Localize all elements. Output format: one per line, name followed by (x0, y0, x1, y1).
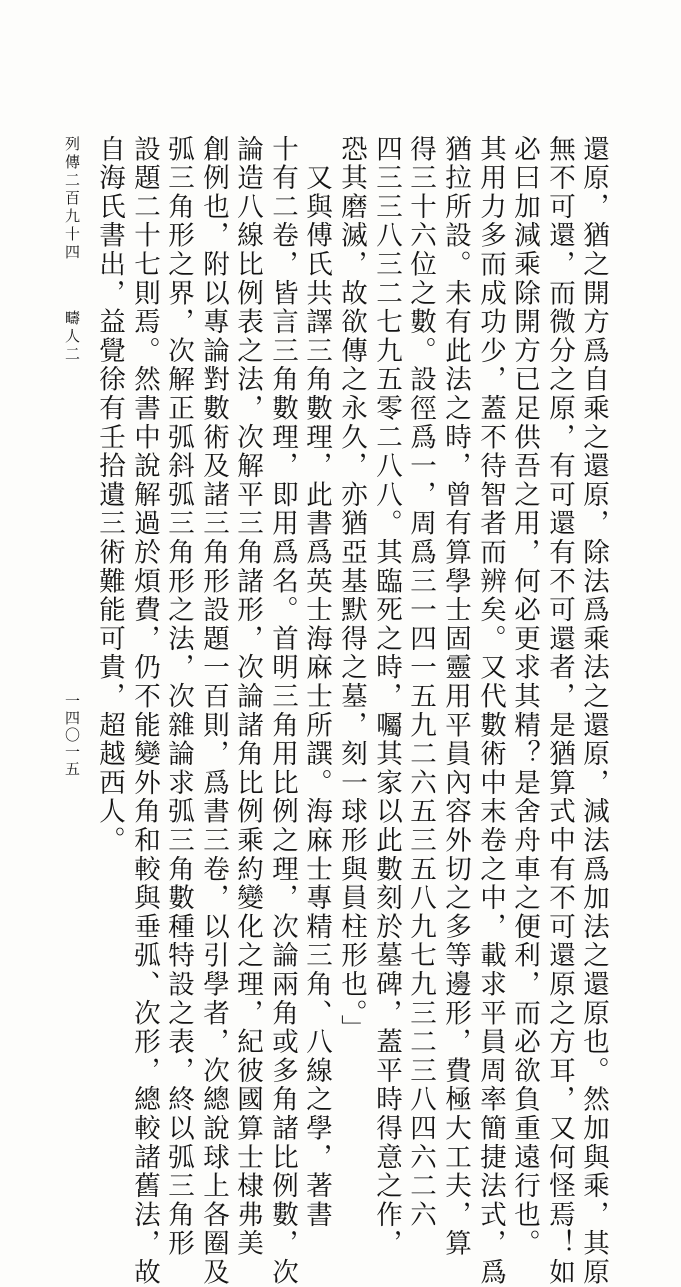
running-header (62, 136, 83, 364)
text-column: 創例也，附以專論對數術及諸三角形設題一百則，爲書三卷，以引學者，次總說球上各圈及 (198, 135, 229, 1287)
text-column: 自海氏書出，益覺徐有壬拾遺三術難能可貴，超越西人。 (94, 135, 125, 855)
text-column: 四三三八三二七九五零二八八。其臨死之時，囑其家以此數刻於墓碑，蓋平時得意之作， (371, 135, 402, 1259)
text-column: 必曰加減乘除開方已足供吾之用，何必更求其精？是舍舟車之便利，而必欲負重遠行也。 (509, 135, 540, 1259)
text-column: 弧三角形之界，次解正弧斜弧三角形之法，次雜論求弧三角數種特設之表，終以弧三角形 (163, 135, 194, 1259)
text-column: 還原，猶之開方爲自乘之還原，除法爲乘法之還原，減法爲加法之還原也。然加與乘，其原 (578, 135, 609, 1287)
text-column: 其用力多而成功少，蓋不待智者而辨矣。又代數術中末卷之中，載求平員周率簡捷法式，爲 (475, 135, 506, 1287)
text-column: 恐其磨滅，故欲傳之永久，亦猶亞基默得之墓，刻一球形與員柱形也。」 (336, 135, 367, 1044)
page-number: 一四〇一五 (63, 693, 81, 778)
running-title: 列傳二百九十四 (63, 136, 81, 262)
text-column: 得三十六位之數。設徑爲一，周爲三一四一五九二六五三五八九七九三二三八四六二六 (405, 135, 436, 1230)
text-column: 論造八線比例表之法，次解平三角諸形，次論諸角比例乘約變化之理，紀彼國算士棣弗美 (232, 135, 263, 1259)
text-column: 無不可還，而微分之原，有可還有不可還者，是猶算式中有不可還原之方耳，又何怪焉！如 (544, 135, 575, 1287)
running-section: 疇人二 (63, 310, 81, 364)
text-column: 又與傅氏共譯三角數理，此書爲英士海麻士所譔。海麻士專精三角、八線之學，著書 (301, 135, 332, 1230)
text-column: 猶拉所設。未有此法之時，曾有算學士固靈用平員內容外切之多等邊形，費極大工夫，算 (440, 135, 471, 1259)
text-column: 十有二卷，皆言三角數理，即用爲名。首明三角用比例之理，次論兩角或多角諸比例數，次 (267, 135, 298, 1287)
text-column: 設題二十七則焉。然書中說解過於煩費，仍不能變外角和較與垂弧、次形，總較諸舊法，故 (129, 135, 160, 1287)
